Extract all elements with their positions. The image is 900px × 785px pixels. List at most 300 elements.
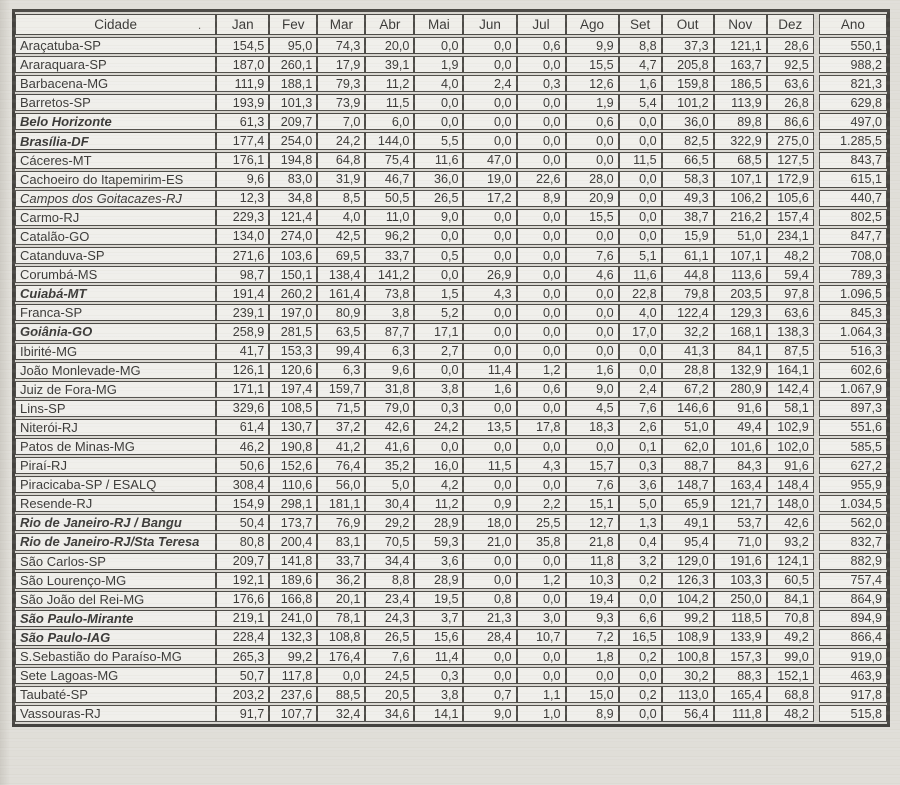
value-cell: 49,4 [714,419,767,436]
annual-total-cell: 864,9 [819,591,887,608]
value-cell: 0,0 [619,362,662,379]
value-cell: 1,0 [517,705,566,722]
value-cell: 138,3 [767,323,814,340]
value-cell: 0,6 [566,113,619,130]
value-cell: 152,6 [269,457,317,474]
value-cell: 3,0 [517,610,566,627]
annual-total-cell: 516,3 [819,343,887,360]
value-cell: 48,2 [767,705,814,722]
value-cell: 5,4 [619,94,662,111]
value-cell: 97,8 [767,285,814,302]
value-cell: 69,5 [317,247,365,264]
value-cell: 1,2 [517,362,566,379]
value-cell: 144,0 [365,132,414,149]
value-cell: 2,4 [619,381,662,398]
value-cell: 0,0 [517,209,566,226]
value-cell: 0,0 [414,438,463,455]
value-cell: 154,5 [216,37,269,54]
value-cell: 61,1 [662,247,714,264]
value-cell: 79,8 [662,285,714,302]
value-cell: 2,7 [414,343,463,360]
value-cell: 237,6 [269,686,317,703]
value-cell: 3,6 [414,553,463,570]
annual-total-cell: 919,0 [819,648,887,665]
value-cell: 59,4 [767,266,814,283]
value-cell: 157,4 [767,209,814,226]
value-cell: 6,3 [317,362,365,379]
value-cell: 42,6 [365,419,414,436]
value-cell: 164,1 [767,362,814,379]
value-cell: 121,4 [269,209,317,226]
value-cell: 0,0 [517,304,566,321]
table-row [15,113,887,130]
value-cell: 4,3 [517,457,566,474]
value-cell: 0,0 [566,323,619,340]
value-cell: 75,4 [365,152,414,169]
value-cell: 49,1 [662,514,714,531]
value-cell: 41,2 [317,438,365,455]
value-cell: 0,0 [463,94,516,111]
city-cell: Piracicaba-SP / ESALQ [15,476,216,493]
value-cell: 219,1 [216,610,269,627]
value-cell: 129,0 [662,553,714,570]
annual-total-cell: 894,9 [819,610,887,627]
value-cell: 1,9 [414,56,463,73]
value-cell: 95,0 [269,37,317,54]
column-header-abr: Abr [365,14,414,35]
value-cell: 26,9 [463,266,516,283]
value-cell: 101,2 [662,94,714,111]
table-row [15,190,887,207]
annual-total-cell: 1.096,5 [819,285,887,302]
value-cell: 80,9 [317,304,365,321]
value-cell: 120,6 [269,362,317,379]
table-row [15,266,887,283]
value-cell: 0,0 [317,667,365,684]
value-cell: 11,5 [365,94,414,111]
value-cell: 191,4 [216,285,269,302]
value-cell: 132,3 [269,629,317,646]
value-cell: 34,8 [269,190,317,207]
value-cell: 37,3 [662,37,714,54]
annual-total-cell: 832,7 [819,533,887,550]
value-cell: 62,0 [662,438,714,455]
value-cell: 0,0 [463,667,516,684]
value-cell: 4,6 [566,266,619,283]
value-cell: 84,3 [714,457,767,474]
value-cell: 192,1 [216,572,269,589]
value-cell: 103,3 [714,572,767,589]
city-cell: Juiz de Fora-MG [15,381,216,398]
value-cell: 99,4 [317,343,365,360]
city-cell: Piraí-RJ [15,457,216,474]
value-cell: 68,8 [767,686,814,703]
value-cell: 14,1 [414,705,463,722]
value-cell: 70,8 [767,610,814,627]
value-cell: 3,2 [619,553,662,570]
value-cell: 86,6 [767,113,814,130]
value-cell: 122,4 [662,304,714,321]
table-body [15,37,887,722]
value-cell: 108,5 [269,400,317,417]
value-cell: 0,0 [517,228,566,245]
value-cell: 0,0 [619,113,662,130]
table-row [15,381,887,398]
table-row [15,304,887,321]
city-cell: Vassouras-RJ [15,705,216,722]
value-cell: 16,5 [619,629,662,646]
annual-total-cell: 708,0 [819,247,887,264]
value-cell: 141,8 [269,553,317,570]
value-cell: 22,6 [517,171,566,188]
value-cell: 0,0 [619,705,662,722]
value-cell: 130,7 [269,419,317,436]
value-cell: 181,1 [317,495,365,512]
value-cell: 134,0 [216,228,269,245]
value-cell: 17,9 [317,56,365,73]
value-cell: 91,6 [714,400,767,417]
value-cell: 38,7 [662,209,714,226]
value-cell: 0,0 [463,323,516,340]
value-cell: 0,0 [619,667,662,684]
value-cell: 148,7 [662,476,714,493]
value-cell: 24,3 [365,610,414,627]
value-cell: 49,2 [767,629,814,646]
value-cell: 0,0 [517,667,566,684]
value-cell: 11,2 [365,75,414,92]
value-cell: 0,3 [517,75,566,92]
value-cell: 107,7 [269,705,317,722]
table-row [15,686,887,703]
value-cell: 15,6 [414,629,463,646]
value-cell: 0,6 [517,37,566,54]
city-cell: São Paulo-Mirante [15,610,216,627]
value-cell: 28,0 [566,171,619,188]
value-cell: 31,8 [365,381,414,398]
value-cell: 0,0 [463,37,516,54]
city-cell: Taubaté-SP [15,686,216,703]
annual-total-cell: 1.064,3 [819,323,887,340]
table-row [15,476,887,493]
value-cell: 193,9 [216,94,269,111]
value-cell: 51,0 [714,228,767,245]
city-cell: Sete Lagoas-MG [15,667,216,684]
value-cell: 82,5 [662,132,714,149]
header-row [15,14,887,35]
value-cell: 50,6 [216,457,269,474]
value-cell: 121,1 [714,37,767,54]
value-cell: 37,2 [317,419,365,436]
value-cell: 0,2 [619,686,662,703]
annual-total-cell: 882,9 [819,553,887,570]
value-cell: 0,7 [463,686,516,703]
city-cell: Brasília-DF [15,132,216,149]
value-cell: 78,1 [317,610,365,627]
value-cell: 53,7 [714,514,767,531]
value-cell: 15,5 [566,56,619,73]
column-header-ano: Ano [819,14,887,35]
value-cell: 308,4 [216,476,269,493]
table-row [15,94,887,111]
value-cell: 250,0 [714,591,767,608]
value-cell: 42,6 [767,514,814,531]
city-cell: Catanduva-SP [15,247,216,264]
value-cell: 157,3 [714,648,767,665]
value-cell: 228,4 [216,629,269,646]
city-cell: Catalão-GO [15,228,216,245]
value-cell: 146,6 [662,400,714,417]
value-cell: 84,1 [714,343,767,360]
value-cell: 0,0 [463,228,516,245]
value-cell: 0,0 [619,132,662,149]
value-cell: 108,9 [662,629,714,646]
column-header-jan: Jan [216,14,269,35]
value-cell: 148,0 [767,495,814,512]
value-cell: 83,1 [317,533,365,550]
value-cell: 11,6 [414,152,463,169]
value-cell: 0,0 [517,400,566,417]
value-cell: 150,1 [269,266,317,283]
value-cell: 17,0 [619,323,662,340]
value-cell: 7,6 [619,400,662,417]
value-cell: 239,1 [216,304,269,321]
value-cell: 161,4 [317,285,365,302]
value-cell: 163,7 [714,56,767,73]
city-cell: São João del Rei-MG [15,591,216,608]
table-row [15,323,887,340]
table-row [15,75,887,92]
table-row [15,209,887,226]
annual-total-cell: 866,4 [819,629,887,646]
table-row [15,610,887,627]
value-cell: 234,1 [767,228,814,245]
annual-total-cell: 955,9 [819,476,887,493]
value-cell: 110,6 [269,476,317,493]
value-cell: 10,7 [517,629,566,646]
city-cell: Araraquara-SP [15,56,216,73]
value-cell: 79,3 [317,75,365,92]
value-cell: 138,4 [317,266,365,283]
value-cell: 34,6 [365,705,414,722]
value-cell: 91,6 [767,457,814,474]
table-row [15,514,887,531]
value-cell: 89,8 [714,113,767,130]
value-cell: 15,7 [566,457,619,474]
value-cell: 8,5 [317,190,365,207]
city-cell: Rio de Janeiro-RJ / Bangu [15,514,216,531]
value-cell: 133,9 [714,629,767,646]
value-cell: 0,1 [619,438,662,455]
table-header [15,14,887,35]
value-cell: 0,0 [619,209,662,226]
annual-total-cell: 847,7 [819,228,887,245]
value-cell: 0,0 [517,56,566,73]
value-cell: 28,9 [414,514,463,531]
value-cell: 59,3 [414,533,463,550]
value-cell: 36,0 [662,113,714,130]
table-row [15,705,887,722]
value-cell: 61,3 [216,113,269,130]
value-cell: 275,0 [767,132,814,149]
value-cell: 5,1 [619,247,662,264]
value-cell: 0,0 [619,190,662,207]
value-cell: 32,4 [317,705,365,722]
value-cell: 2,2 [517,495,566,512]
value-cell: 9,0 [414,209,463,226]
value-cell: 113,0 [662,686,714,703]
value-cell: 8,9 [517,190,566,207]
value-cell: 153,3 [269,343,317,360]
value-cell: 66,5 [662,152,714,169]
annual-total-cell: 1.285,5 [819,132,887,149]
value-cell: 28,4 [463,629,516,646]
value-cell: 9,6 [365,362,414,379]
value-cell: 58,3 [662,171,714,188]
value-cell: 9,0 [463,705,516,722]
value-cell: 56,0 [317,476,365,493]
table-row [15,648,887,665]
value-cell: 101,6 [714,438,767,455]
value-cell: 172,9 [767,171,814,188]
value-cell: 6,3 [365,343,414,360]
value-cell: 0,0 [463,553,516,570]
value-cell: 15,5 [566,209,619,226]
value-cell: 0,0 [414,266,463,283]
value-cell: 166,8 [269,591,317,608]
value-cell: 0,0 [517,476,566,493]
annual-total-cell: 463,9 [819,667,887,684]
value-cell: 126,1 [216,362,269,379]
value-cell: 16,0 [414,457,463,474]
value-cell: 187,0 [216,56,269,73]
value-cell: 18,0 [463,514,516,531]
value-cell: 0,3 [619,457,662,474]
value-cell: 108,8 [317,629,365,646]
value-cell: 113,6 [714,266,767,283]
value-cell: 7,6 [566,247,619,264]
annual-total-cell: 497,0 [819,113,887,130]
value-cell: 2,6 [619,419,662,436]
value-cell: 0,3 [414,667,463,684]
value-cell: 5,0 [365,476,414,493]
value-cell: 76,4 [317,457,365,474]
value-cell: 203,2 [216,686,269,703]
value-cell: 17,1 [414,323,463,340]
value-cell: 44,8 [662,266,714,283]
city-cell: Franca-SP [15,304,216,321]
value-cell: 93,2 [767,533,814,550]
value-cell: 127,5 [767,152,814,169]
value-cell: 10,3 [566,572,619,589]
city-cell: São Lourenço-MG [15,572,216,589]
value-cell: 0,0 [463,304,516,321]
annual-total-cell: 789,3 [819,266,887,283]
value-cell: 4,7 [619,56,662,73]
value-cell: 84,1 [767,591,814,608]
value-cell: 12,3 [216,190,269,207]
value-cell: 15,1 [566,495,619,512]
value-cell: 0,6 [517,381,566,398]
value-cell: 5,2 [414,304,463,321]
value-cell: 0,0 [463,247,516,264]
value-cell: 7,0 [317,113,365,130]
table-row [15,152,887,169]
value-cell: 0,0 [517,266,566,283]
value-cell: 0,0 [619,343,662,360]
value-cell: 15,9 [662,228,714,245]
city-cell: São Carlos-SP [15,553,216,570]
value-cell: 0,0 [517,648,566,665]
value-cell: 159,7 [317,381,365,398]
value-cell: 100,8 [662,648,714,665]
value-cell: 197,4 [269,381,317,398]
city-cell: Cáceres-MT [15,152,216,169]
value-cell: 56,4 [662,705,714,722]
value-cell: 68,5 [714,152,767,169]
value-cell: 88,3 [714,667,767,684]
value-cell: 21,3 [463,610,516,627]
city-cell: Corumbá-MS [15,266,216,283]
value-cell: 41,7 [216,343,269,360]
value-cell: 0,0 [566,228,619,245]
annual-total-cell: 615,1 [819,171,887,188]
column-header-dez: Dez [767,14,814,35]
value-cell: 0,8 [463,591,516,608]
value-cell: 107,1 [714,247,767,264]
value-cell: 46,2 [216,438,269,455]
city-cell: Ibirité-MG [15,343,216,360]
city-cell: Patos de Minas-MG [15,438,216,455]
value-cell: 15,0 [566,686,619,703]
value-cell: 21,0 [463,533,516,550]
value-cell: 98,7 [216,266,269,283]
value-cell: 121,7 [714,495,767,512]
value-cell: 0,2 [619,648,662,665]
value-cell: 9,3 [566,610,619,627]
city-cell: Belo Horizonte [15,113,216,130]
value-cell: 1,1 [517,686,566,703]
value-cell: 8,8 [365,572,414,589]
value-cell: 13,5 [463,419,516,436]
value-cell: 36,2 [317,572,365,589]
value-cell: 50,5 [365,190,414,207]
value-cell: 88,5 [317,686,365,703]
value-cell: 0,0 [414,362,463,379]
value-cell: 0,3 [414,400,463,417]
value-cell: 241,0 [269,610,317,627]
annual-total-cell: 440,7 [819,190,887,207]
value-cell: 95,4 [662,533,714,550]
value-cell: 0,0 [463,343,516,360]
value-cell: 194,8 [269,152,317,169]
value-cell: 21,8 [566,533,619,550]
city-cell: João Monlevade-MG [15,362,216,379]
value-cell: 51,0 [662,419,714,436]
value-cell: 41,6 [365,438,414,455]
value-cell: 31,9 [317,171,365,188]
value-cell: 260,1 [269,56,317,73]
value-cell: 0,0 [463,132,516,149]
value-cell: 33,7 [317,553,365,570]
value-cell: 19,0 [463,171,516,188]
value-cell: 4,3 [463,285,516,302]
value-cell: 0,0 [517,247,566,264]
value-cell: 171,1 [216,381,269,398]
table-row [15,572,887,589]
value-cell: 5,0 [619,495,662,512]
annual-total-cell: 843,7 [819,152,887,169]
annual-total-cell: 627,2 [819,457,887,474]
